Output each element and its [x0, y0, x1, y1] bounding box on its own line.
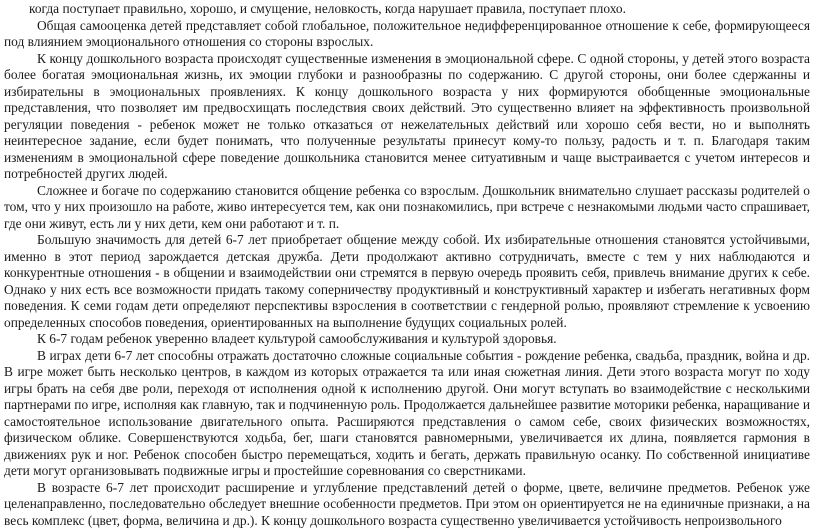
paragraph-4: Сложнее и богаче по содержанию становится общение ребенка со взрослым. Дошкольник внимательно слушает рассказы родителей о том, что у них произошло на работе, живо интересуется тем, как они познакомились, при встрече с незнакомыми людьми часто спрашивает, где они живут, есть ли у них дети, кем они работают и т. п. — [4, 183, 810, 233]
paragraph-1: когда поступает правильно, хорошо, и смущение, неловкость, когда нарушает правила, поступает плохо. — [4, 1, 810, 18]
paragraph-6: К 6-7 годам ребенок уверенно владеет культурой самообслуживания и культурой здоровья. — [4, 331, 810, 348]
paragraph-5: Большую значимость для детей 6-7 лет приобретает общение между собой. Их избирательные отношения становятся устойчивыми, именно в этот период зарождается детская дружба. Дети продолжают активно сотрудничать, вместе с тем у них наблюдаются и конкурентные отношения - в общении и взаимодействии они стремятся в первую очередь проявить себя, привлечь внимание других к себе. Однако у них есть все возможности придать такому соперничеству продуктивный и конструктивный характер и избегать негативных форм поведения. К семи годам дети определяют перспективы взросления в соответствии с гендерной ролью, проявляют стремление к усвоению определенных способов поведения, ориентированных на выполнение будущих социальных ролей. — [4, 232, 810, 331]
paragraph-2: Общая самооценка детей представляет собой глобальное, положительное недифференцированное отношение к себе, формирующееся под влиянием эмоционального отношения со стороны взрослых. — [4, 18, 810, 51]
paragraph-8: В возрасте 6-7 лет происходит расширение и углубление представлений детей о форме, цвете, величине предметов. Ребенок уже целенаправленно, последовательно обследует внешние особенности предметов. При этом он ориентируется не на единичные признаки, а на весь комплекс (цвет, форма, величина и др.). К концу дошкольного возраста существенно увеличивается устойчивость непроизвольного — [4, 480, 810, 529]
paragraph-7: В играх дети 6-7 лет способны отражать достаточно сложные социальные события - рождение ребенка, свадьба, праздник, война и др. В игре может быть несколько центров, в каждом из которых отражается та или иная сюжетная линия. Дети этого возраста могут по ходу игры брать на себя две роли, переходя от исполнения одной к исполнению другой. Они могут вступать во взаимодействие с несколькими партнерами по игре, исполняя как главную, так и подчиненную роль. Продолжается дальнейшее развитие моторики ребенка, наращивание и самостоятельное использование двигательного опыта. Расширяются представления о самом себе, своих физических возможностях, физическом облике. Совершенствуются ходьба, бег, шаги становятся равномерными, увеличивается их длина, появляется гармония в движениях рук и ног. Ребенок способен быстро перемещаться, ходить и бегать, держать правильную осанку. По собственной инициативе дети могут организовывать подвижные игры и простейшие соревнования со сверстниками. — [4, 348, 810, 480]
paragraph-3: К концу дошкольного возраста происходят существенные изменения в эмоциональной сфере. С одной стороны, у детей этого возраста более богатая эмоциональная жизнь, их эмоции глубоки и разнообразны по содержанию. С другой стороны, они более сдержанны и избирательны в эмоциональных проявлениях. К концу дошкольного возраста у них формируются обобщенные эмоциональные представления, что позволяет им предвосхищать последствия своих действий. Это существенно влияет на эффективность произвольной регуляции поведения - ребенок может не только отказаться от нежелательных действий или хорошо себя вести, но и выполнять неинтересное задание, если будет понимать, что полученные результаты принесут кому-то пользу, радость и т. п. Благодаря таким изменениям в эмоциональной сфере поведение дошкольника становится менее ситуативным и чаще выстраивается с учетом интересов и потребностей других людей. — [4, 51, 810, 183]
